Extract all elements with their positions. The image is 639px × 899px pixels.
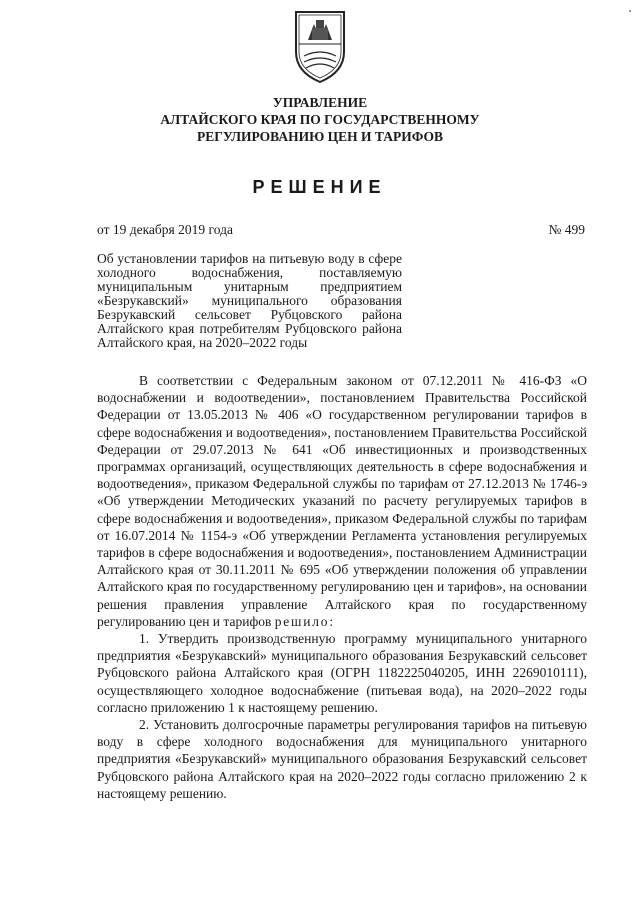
agency-line: РЕГУЛИРОВАНИЮ ЦЕН И ТАРИФОВ: [196, 129, 444, 144]
agency-line: АЛТАЙСКОГО КРАЯ ПО ГОСУДАРСТВЕННОМУ: [160, 112, 480, 127]
document-body: [97, 372, 587, 802]
coat-of-arms-icon: [288, 6, 352, 86]
document-number: № 499: [548, 222, 585, 237]
agency-name: [150, 94, 490, 145]
resolved-word: решило:: [274, 613, 335, 629]
item-1-paragraph: 1. Утвердить производственную программу муниципального унитарного предприятия «Безрукавский» муниципального образования Безрукавский сельсовет Рубцовского района Алтайского края (ОГРН 1182225040205, ИНН 2269010111), осуществляющего холодное водоснабжение (питьевая вода), на 2020–2022 годы согласно приложению 1 к настоящему решению.: [97, 631, 587, 715]
agency-line: УПРАВЛЕНИЕ: [272, 95, 368, 110]
item-2-paragraph: 2. Установить долгосрочные параметры регулирования тарифов на питьевую воду в сфере холодного водоснабжения для муниципального унитарного предприятия «Безрукавский» муниципального образования Безрукавский сельсовет Рубцовского района Алтайского края на 2020–2022 годы согласно приложению 2 к настоящему решению.: [97, 717, 587, 801]
document-date: от 19 декабря 2019 года: [97, 222, 233, 237]
preamble-paragraph: [97, 372, 587, 630]
scan-speck: [629, 10, 631, 12]
document-subject: Об установлении тарифов на питьевую воду в сфере холодного водоснабжения, поставляемую муниципальным унитарным предприятием «Безрукавский» муниципального образования Безрукавский сельсовет Рубцовского района Алтайского края потребителям Рубцовского района Алтайского края, на 2020–2022 годы: [97, 251, 402, 350]
document-type-title: РЕШЕНИЕ: [252, 177, 387, 197]
preamble-text: В соответствии с Федеральным законом от 07.12.2011 № 416-ФЗ «О водоснабжении и водоотведении», постановлением Правительства Российской Федерации от 13.05.2013 № 406 «О государственном регулировании тарифов в сфере водоснабжения и водоотведения», постановлением Правительства Российской Федерации от 29.07.2013 № 641 «Об инвестиционных и производственных программах организаций, осуществляющих деятельность в сфере водоснабжения и водоотведения», приказом Федеральной службы по тарифам от 27.12.2013 № 1746-э «Об утверждении Методических указаний по расчету регулируемых тарифов в сфере водоснабжения и водоотведения», приказом Федеральной службы по тарифам от 16.07.2014 № 1154-э «Об утверждении Регламента установления регулируемых тарифов в сфере водоснабжения и водоотведения», постановлением Администрации Алтайского края от 30.11.2011 № 695 «Об утверждении положения об управлении Алтайского края по государственному регулированию цен и тарифов», на основании решения правления управление Алтайского края по государственному регулированию цен и тарифов: [97, 373, 587, 629]
